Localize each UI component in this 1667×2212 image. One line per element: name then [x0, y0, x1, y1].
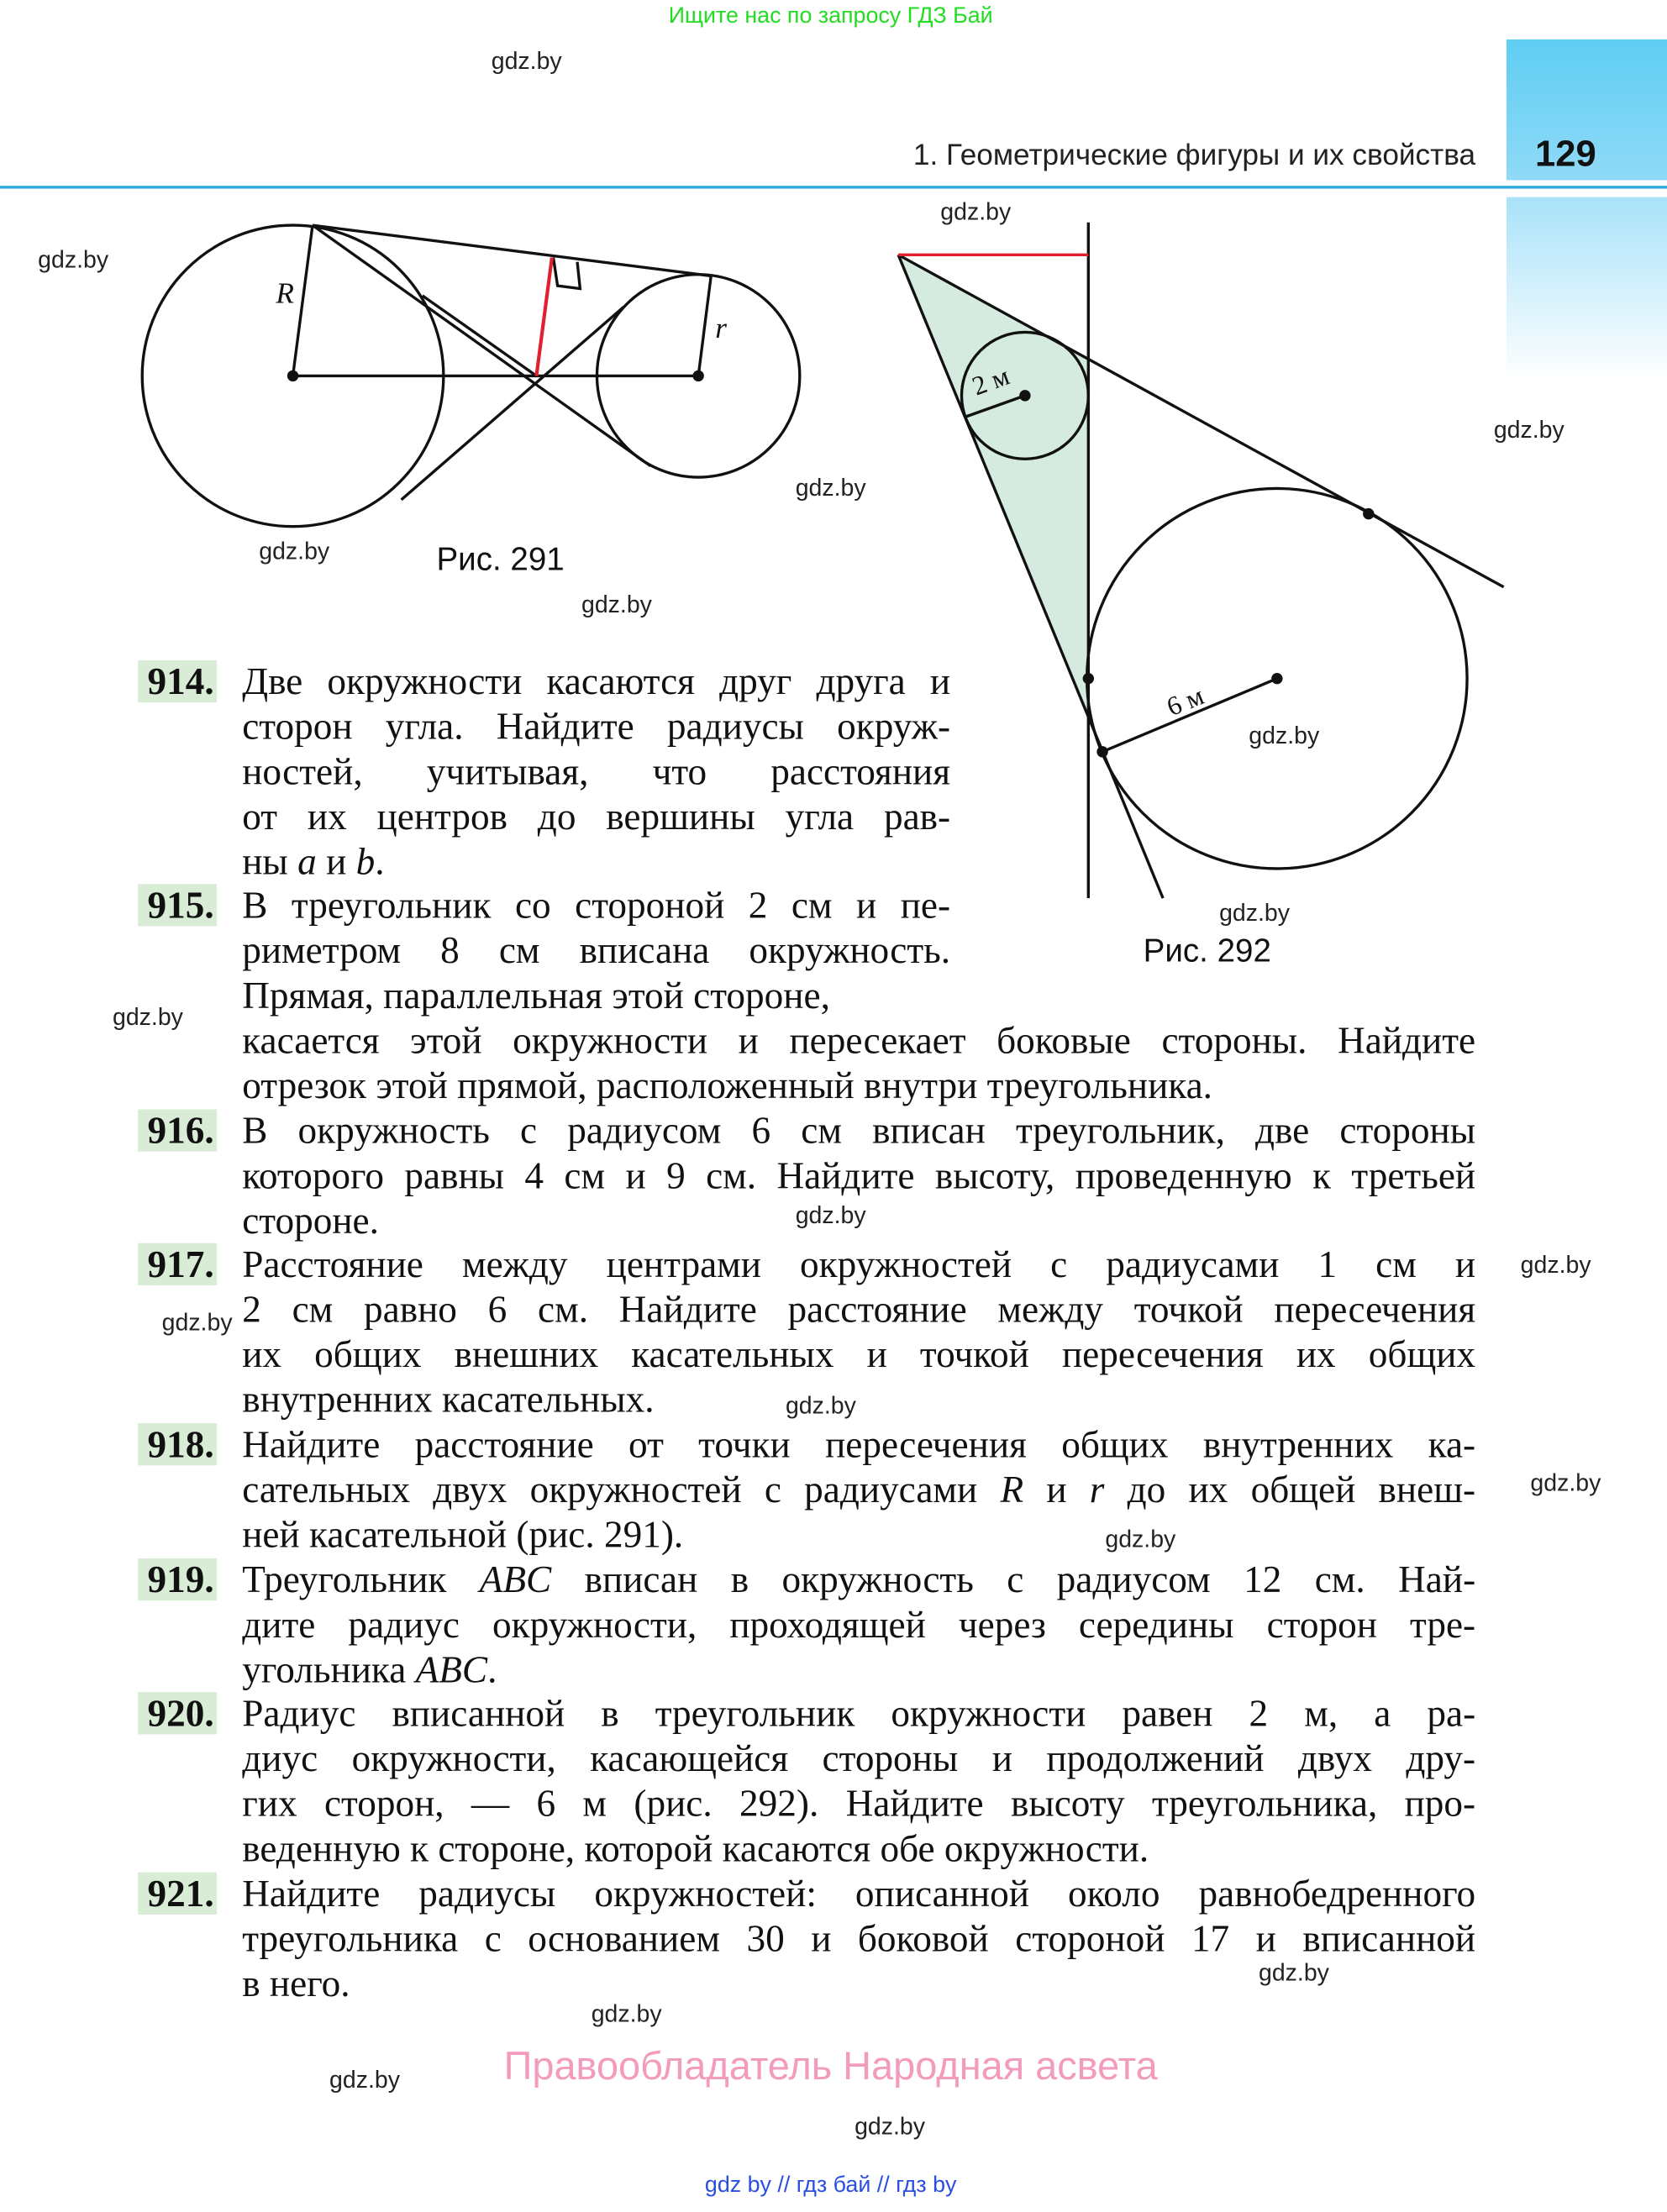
math-variable: ABC — [479, 1558, 552, 1601]
radius-R — [293, 225, 313, 376]
watermark: gdz.by — [1219, 899, 1291, 927]
watermark: gdz.by — [112, 1003, 183, 1031]
watermark: gdz.by — [795, 1202, 866, 1229]
problem-text-line: в него. — [242, 1962, 350, 2004]
problem-number: 921. — [138, 1873, 217, 1915]
center-point — [287, 370, 298, 381]
problem-text-line: внутренних касательных. — [242, 1377, 655, 1421]
label-r: r — [715, 311, 727, 345]
problem-text-line: сательных двух окружностей с радиусами R и r до их общей внеш- — [242, 1468, 1476, 1511]
watermark: gdz.by — [591, 2000, 662, 2028]
distance-segment — [536, 258, 551, 376]
problem-text-line: веденную к стороне, которой касаются обе окружности. — [242, 1826, 1149, 1869]
problem-number: 915. — [138, 884, 217, 926]
watermark: gdz.by — [1105, 1526, 1176, 1553]
problem-text-line: Треугольник ABC вписан в окружность с радиусом 12 см. Най- — [242, 1558, 1476, 1601]
problem-text-line: касается этой окружности и пересекает боковые стороны. Найдите — [242, 1018, 1476, 1061]
watermark: gdz.by — [38, 246, 109, 274]
problem-text-line: треугольника с основанием 30 и боковой стороной 17 и вписанной — [242, 1917, 1476, 1960]
watermark: gdz.by — [259, 538, 330, 565]
problem-text-line: Найдите расстояние от точки пересечения общих внутренних ка- — [242, 1423, 1476, 1466]
tangent-point — [1363, 508, 1374, 519]
problem-number: 916. — [138, 1109, 217, 1151]
section-title: 1. Геометрические фигуры и их свойства — [912, 139, 1476, 172]
problem-text-line: Найдите радиусы окружностей: описанной около равнобедренного — [242, 1872, 1476, 1915]
problem-text-line: стороне. — [242, 1199, 379, 1242]
problem-text-line: от их центров до вершины угла рав- — [242, 795, 951, 838]
watermark: gdz.by — [581, 591, 652, 618]
point — [1271, 673, 1282, 684]
label-R: R — [276, 276, 294, 310]
copyright-notice: Правообладатель Народная асвета — [503, 2044, 1158, 2089]
problem-text-line: отрезок этой прямой, расположенный внутри треугольника. — [242, 1064, 1212, 1106]
watermark: gdz.by — [940, 198, 1012, 226]
problem-number: 914. — [138, 660, 217, 702]
problem-text-line: ней касательной (рис. 291). — [242, 1513, 684, 1556]
problem-text-line: В окружность с радиусом 6 см вписан треугольник, две стороны — [242, 1109, 1476, 1152]
problem-text-line: Две окружности касаются друг друга и — [242, 659, 951, 703]
problem-text-line: В треугольник со стороной 2 см и пе- — [242, 884, 951, 927]
problem-text-line: гих сторон, — 6 м (рис. 292). Найдите высоту треугольника, про- — [242, 1782, 1476, 1825]
math-variable: r — [1089, 1468, 1105, 1511]
page-number: 129 — [1535, 132, 1596, 175]
watermark: gdz.by — [1520, 1251, 1591, 1279]
problem-text-line: Радиус вписанной в треугольник окружности равен 2 м, а ра- — [242, 1692, 1476, 1735]
search-hint: Ищите нас по запросу ГДЗ Бай — [668, 4, 993, 29]
center-point — [692, 370, 703, 381]
watermark: gdz.by — [329, 2066, 400, 2094]
watermark: gdz.by — [1493, 417, 1564, 444]
problem-text-line: дите радиус окружности, проходящей через середины сторон тре- — [242, 1603, 1476, 1646]
math-variable: R — [1000, 1468, 1024, 1511]
label-2m: 2 м — [968, 361, 1014, 402]
problem-text-line: сторон угла. Найдите радиусы окруж- — [242, 705, 951, 748]
watermark: gdz.by — [1258, 1959, 1329, 1987]
radius-r — [698, 276, 711, 376]
problem-number: 919. — [138, 1558, 217, 1600]
problem-text-line: Расстояние между центрами окружностей с радиусами 1 см и — [242, 1243, 1476, 1285]
watermark: gdz.by — [161, 1309, 233, 1337]
problem-text-line: которого равны 4 см и 9 см. Найдите высоту, проведенную к третьей — [242, 1153, 1476, 1197]
math-variable: ABC — [415, 1647, 488, 1691]
math-variable: a — [297, 839, 317, 882]
problem-number: 917. — [138, 1243, 217, 1285]
problem-text-line: Прямая, параллельная этой стороне, — [242, 974, 830, 1017]
tangent-point — [1083, 673, 1094, 684]
watermark: gdz.by — [795, 474, 866, 502]
tangent-point — [1096, 746, 1107, 757]
problem-text-line: диус окружности, касающейся стороны и продолжений двух дру- — [242, 1736, 1476, 1779]
problem-text-line: ны a и b. — [242, 839, 385, 882]
internal-tangent-2 — [402, 307, 624, 500]
problem-text-line: их общих внешних касательных и точкой пересечения их общих — [242, 1332, 1476, 1375]
label-6m: 6 м — [1163, 681, 1209, 723]
figure-292-caption: Рис. 292 — [1143, 932, 1271, 969]
problem-text-line: 2 см равно 6 см. Найдите расстояние между точкой пересечения — [242, 1288, 1476, 1331]
math-variable: b — [355, 839, 376, 882]
problem-text-line: риметром 8 см вписана окружность. — [242, 928, 951, 972]
watermark: gdz.by — [1530, 1469, 1601, 1497]
point — [1019, 390, 1030, 401]
problem-number: 918. — [138, 1423, 217, 1465]
problem-text-line: ностей, учитывая, что расстояния — [242, 749, 951, 793]
watermark: gdz.by — [785, 1392, 856, 1420]
watermark: gdz.by — [1249, 722, 1320, 749]
right-angle-mark — [554, 258, 581, 289]
figure-291-caption: Рис. 291 — [436, 540, 565, 578]
watermark: gdz.by — [491, 47, 562, 75]
problem-number: 920. — [138, 1692, 217, 1734]
problem-text-line: угольника ABC. — [242, 1647, 497, 1691]
footer-links[interactable]: gdz by // гдз бай // гдз by — [704, 2173, 957, 2198]
watermark: gdz.by — [855, 2113, 926, 2141]
